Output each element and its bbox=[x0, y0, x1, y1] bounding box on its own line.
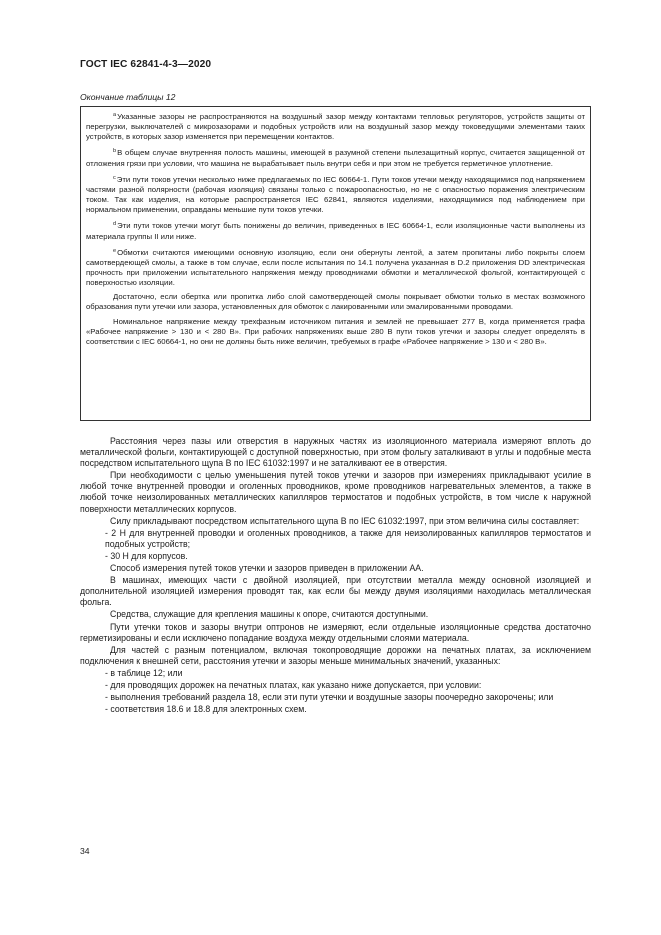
footnote-text: Эти пути токов утечки могут быть понижены до величин, приведенных в IEC 60664-1, если изоляционные части выполнены из материала группы II или ниже. bbox=[86, 221, 585, 241]
footnote-text: В общем случае внутренняя полость машины, имеющей в разумной степени пылезащитный корпус, считается защищенной от отложения грязи при условии, что машина не вырабатывает пыль внутри себя и при этом не требуется герметичное уплотнение. bbox=[86, 148, 585, 168]
page-number: 34 bbox=[80, 846, 90, 856]
list-item: - выполнения требований раздела 18, если эти пути утечки и воздушные зазоры поочередно закорочены; или bbox=[105, 692, 554, 703]
footnote-e bbox=[86, 246, 585, 288]
list-item: - в таблице 12; или bbox=[105, 667, 183, 678]
footnote-text: Эти пути токов утечки несколько ниже предлагаемых по IEC 60664-1. Пути токов утечки между находящимися под напряжением частями разной полярности (рабочая изоляция) связаны только с пожароопасностью, но не с опасностью поражения электрическим током. Так как изделия, на которые распространяется IEC 62841, являются изделиями, находящимися под наблюдением при нормальном применении, оправданы меньшие пути токов утечки. bbox=[86, 174, 585, 215]
footnote-b bbox=[86, 146, 585, 168]
footnote-c bbox=[86, 173, 585, 215]
footnote-mark: b bbox=[113, 148, 117, 155]
footnote-mark: c bbox=[113, 174, 116, 181]
paragraph: Средства, служащие для крепления машины к опоре, считаются доступными. bbox=[110, 609, 429, 620]
footnote-d bbox=[86, 219, 585, 241]
footnote-text: Номинальное напряжение между трехфазным источником питания и землей не превышает 277 В, когда применяется графа «Рабочее напряжение > 130 и < 280 В». При рабочих напряжениях выше 280 В пути токов утечки и зазоры следует определять в соответствии с IEC 60664-1, но они не должны быть ниже величин, требуемых в графе «Рабочее напряжение > 130 и < 280 В». bbox=[86, 316, 585, 346]
table-continuation-caption: Окончание таблицы 12 bbox=[80, 92, 176, 102]
footnote-voltage-note bbox=[86, 317, 585, 347]
footnote-mark: e bbox=[113, 247, 117, 254]
paragraph: Для частей с разным потенциалом, включая токопроводящие дорожки на печатных платах, за исключением подключения к внешней сети, расстояния утечки и зазоры меньше минимальных значений, указанных: bbox=[80, 644, 591, 666]
list-item: - для проводящих дорожек на печатных платах, как указано ниже допускается, при условии: bbox=[105, 679, 482, 690]
body-text bbox=[80, 436, 591, 716]
standard-designation: ГОСТ IEC 62841-4-3—2020 bbox=[80, 59, 212, 70]
footnote-text: Обмотки считаются имеющими основную изоляцию, если они обернуты лентой, а затем пропитаны либо покрыты слоем самотвердеющей смолы, а также в том случае, если после испытания по 14.1 получена указанная в D.2 приложения DD электрическая прочность при приложении испытательного напряжения между проводниками обмотки и металлической фольгой, контактирующей с поверхностью изоляции. bbox=[86, 247, 585, 288]
table-footnotes-box bbox=[80, 106, 591, 421]
list-item: - соответствия 18.6 и 18.8 для электронных схем. bbox=[105, 704, 307, 715]
paragraph: Силу прикладывают посредством испытательного щупа В по IEC 61032:1997, при этом величина силы составляет: bbox=[110, 515, 580, 526]
footnote-text: Достаточно, если обертка или пропитка либо слой самотвердеющей смолы покрывает обмотки только в местах возможного образования пути утечки или зазора, установленных для обмоток с лакированными или эмалированными проводами. bbox=[86, 292, 585, 312]
paragraph: Пути утечки токов и зазоры внутри оптронов не измеряют, если отдельные изоляционные средства достаточно герметизированы и если исключено попадание воздуха между отдельными слоями материала. bbox=[80, 621, 591, 643]
footnote-mark: a bbox=[113, 112, 117, 118]
footnote-text: Указанные зазоры не распространяются на воздушный зазор между контактами тепловых регуляторов, устройств защиты от перегрузки, выключателей с микрозазорами и подобных устройств или на воздушный зазор между токоведущими элементами таких устройств, в которых зазор изменяется при перемещении контактов. bbox=[86, 112, 585, 142]
paragraph: При необходимости с целью уменьшения путей токов утечки и зазоров при измерениях прикладывают усилие в любой точке внутренней проводки и оголенных проводников, кроме проводников нагревательных элементов, а также в любой точке неизолированных металлических капилляров термостатов и подобных устройств, в том числе к наружной поверхности металлических корпусов. bbox=[80, 470, 591, 514]
list-item: - 30 Н для корпусов. bbox=[105, 550, 188, 561]
footnote-a bbox=[86, 110, 585, 142]
list-item: - 2 Н для внутренней проводки и оголенных проводников, а также для неизолированных капилляров термостатов и подобных устройств; bbox=[105, 527, 591, 549]
footnote-e-continuation bbox=[86, 292, 585, 312]
footnote-mark: d bbox=[113, 221, 117, 228]
paragraph: В машинах, имеющих части с двойной изоляцией, при отсутствии металла между основной изоляцией и дополнительной изоляцией измерения проводят так, как если бы между двумя изоляциями находилась металлическая фольга. bbox=[80, 575, 591, 608]
paragraph: Расстояния через пазы или отверстия в наружных частях из изоляционного материала измеряют вплоть до металлической фольги, контактирующей с доступной поверхностью, при этом фольгу заталкивают в углы и подобные места посредством испытательного щупа В по IEC 61032:1997 и не заталкивают ее в отверстия. bbox=[80, 436, 591, 469]
paragraph: Способ измерения путей токов утечки и зазоров приведен в приложении АА. bbox=[110, 563, 424, 574]
